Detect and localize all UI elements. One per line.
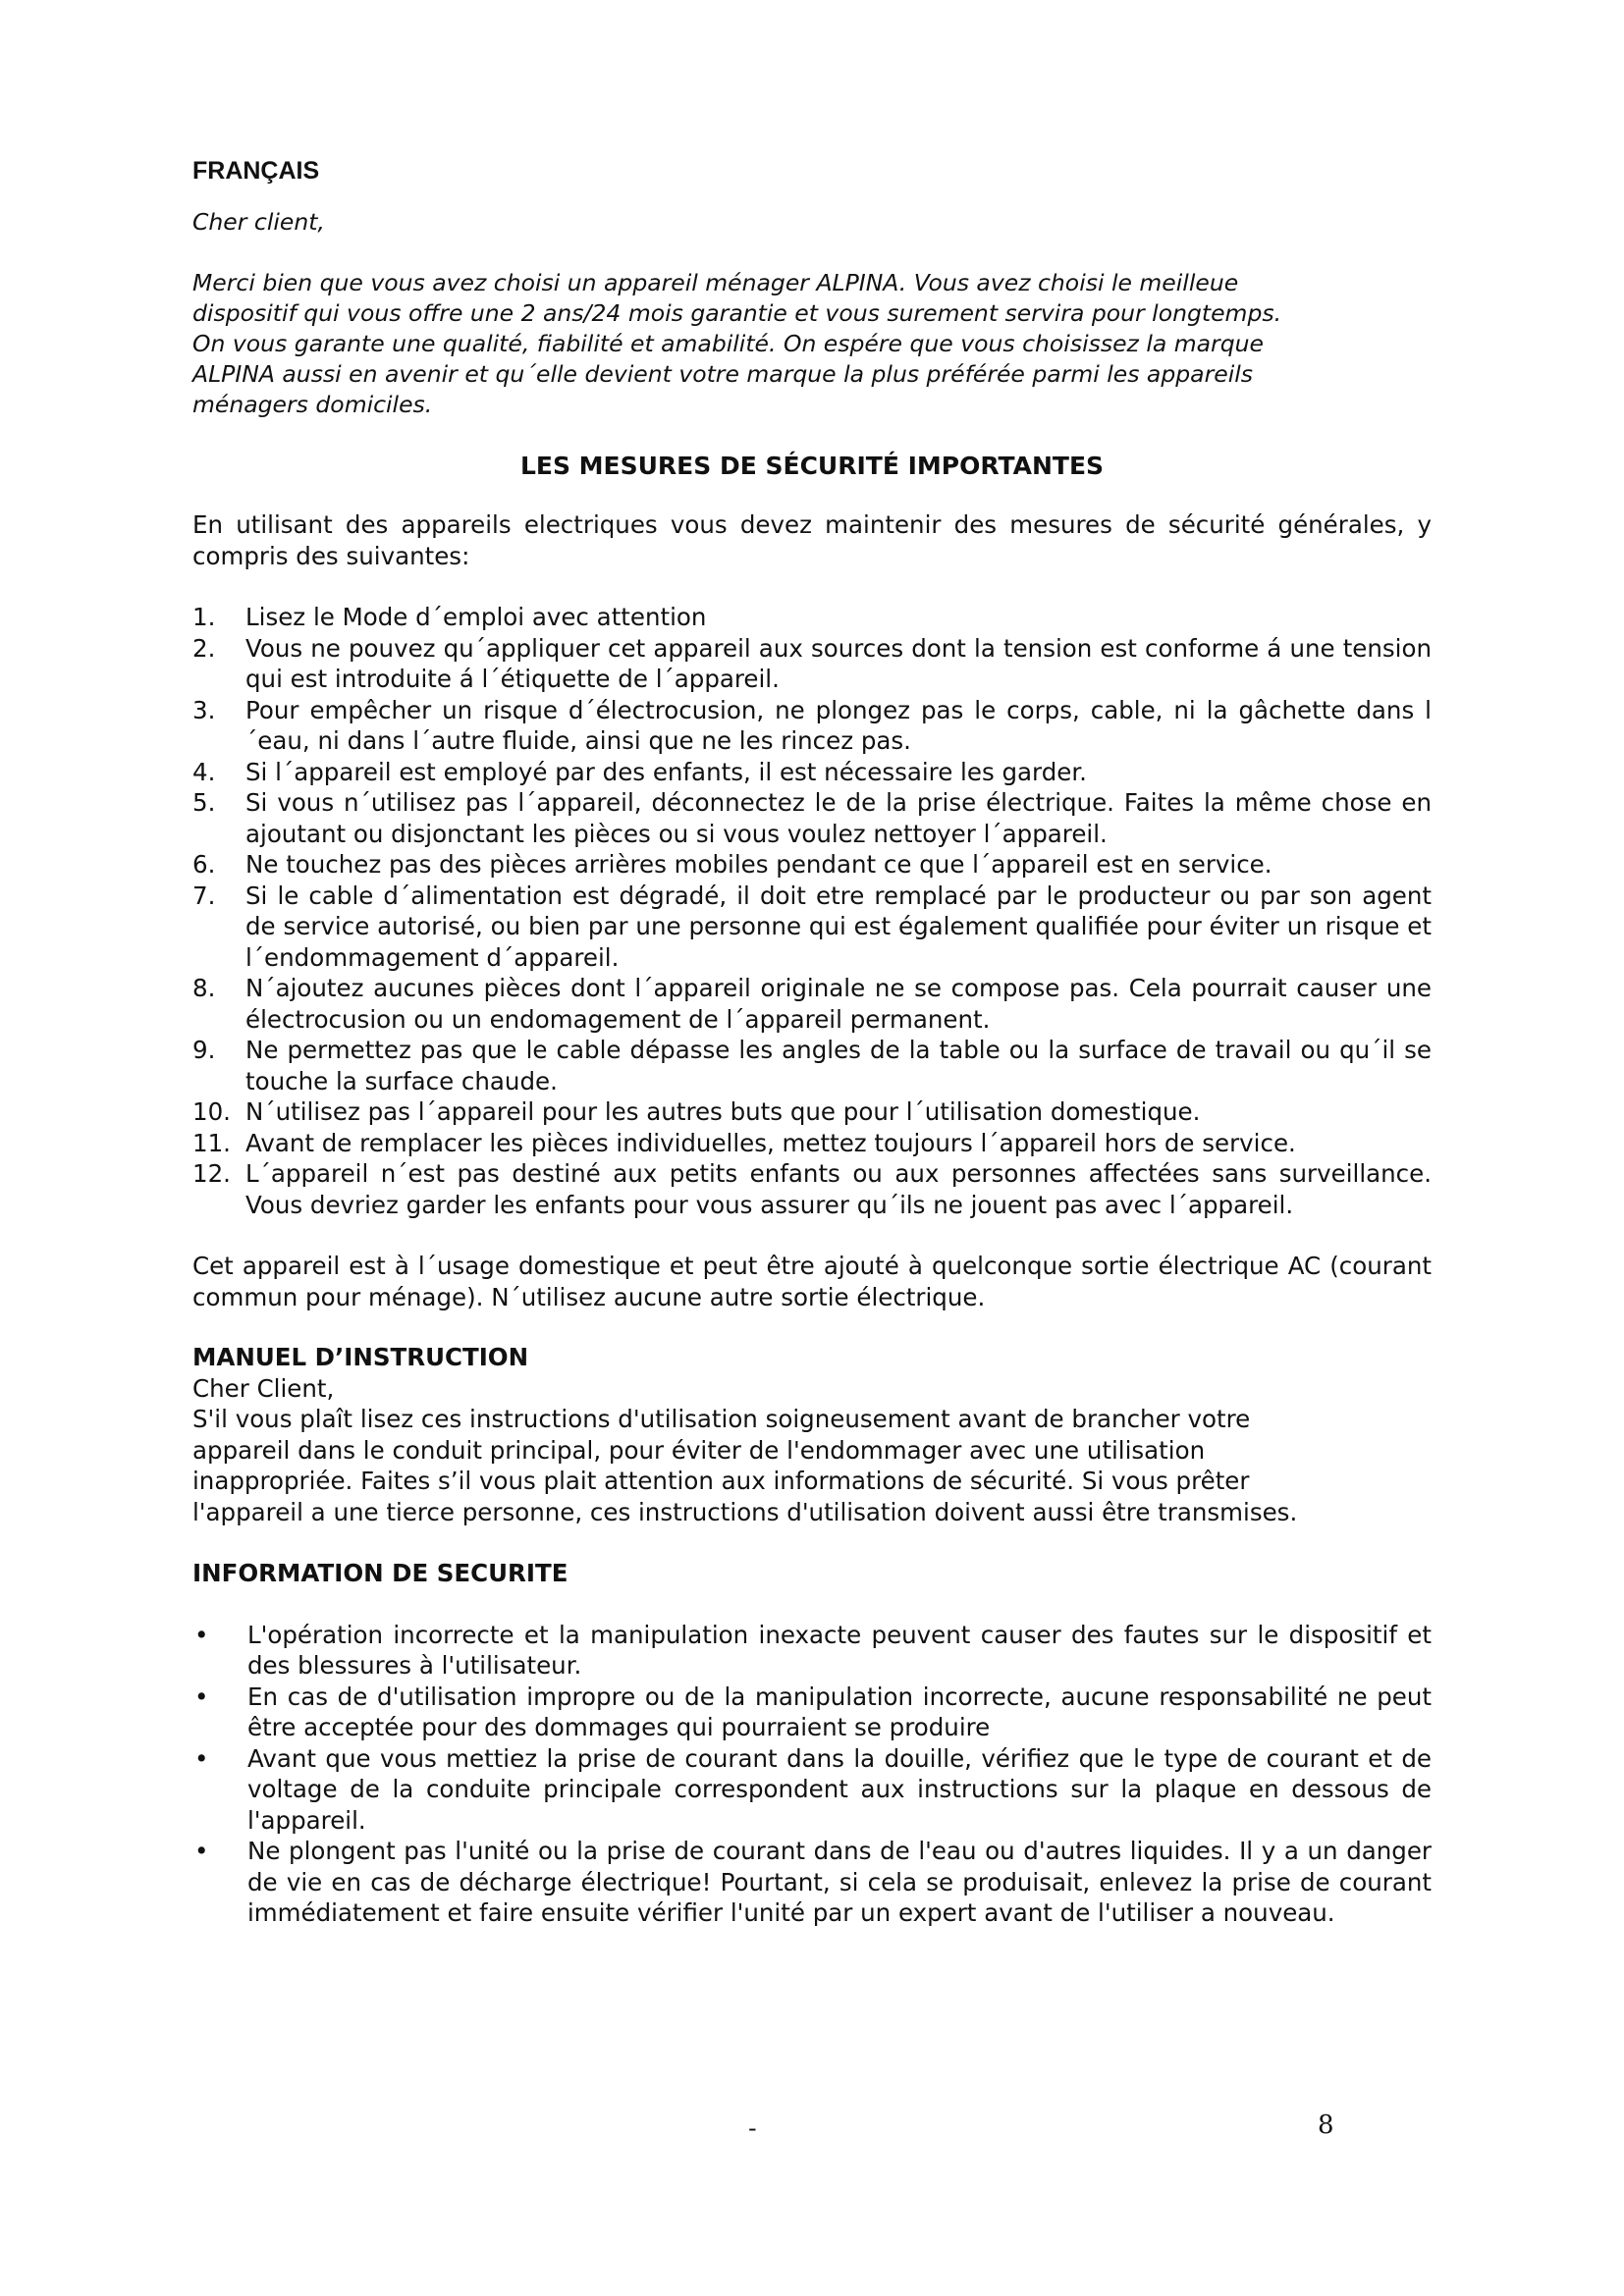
greeting: Cher client, bbox=[192, 208, 325, 236]
language-heading: FRANÇAIS bbox=[192, 157, 320, 185]
rule-text: Pour empêcher un risque d´électrocusion, ne plongez pas le corps, cable, ni la gâchette dans l´eau, ni dans l´autre fluide, ainsi que ne les rincez pas. bbox=[245, 695, 1432, 755]
rule-number: 1. bbox=[192, 603, 216, 631]
manual-greeting: Cher Client, bbox=[192, 1373, 335, 1403]
intro-line: ALPINA aussi en avenir et qu´elle devient votre marque la plus préférée parmi les appareils bbox=[192, 360, 1253, 388]
rule-number: 9. bbox=[192, 1036, 216, 1064]
rule-number: 10. bbox=[192, 1097, 231, 1126]
bullet-text: Ne plongent pas l'unité ou la prise de courant dans de l'eau ou d'autres liquides. Il y a un danger de vie en cas de décharge électrique! Pourtant, si cela se produisait, enlevez la prise de courant immédiatement et faire ensuite vérifier l'unité par un expert avant de l'utiliser a nouveau. bbox=[247, 1837, 1432, 1927]
bullet-text: Avant que vous mettiez la prise de courant dans la douille, vérifiez que le type de courant et de voltage de la conduite principale correspondent aux instructions sur la plaque en dessous de l'appareil. bbox=[247, 1743, 1432, 1835]
list-item bbox=[192, 787, 1432, 849]
rule-number: 11. bbox=[192, 1128, 231, 1157]
rule-number: 2. bbox=[192, 633, 216, 663]
list-item bbox=[192, 757, 1432, 788]
rule-number: 6. bbox=[192, 850, 216, 879]
bullet-icon: • bbox=[194, 1682, 209, 1711]
rule-text: Ne touchez pas des pièces arrières mobiles pendant ce que l´appareil est en service. bbox=[245, 850, 1272, 879]
rule-text: Si le cable d´alimentation est dégradé, il doit etre remplacé par le producteur ou par son agent de service autorisé, ou bien par une personne qui est également qualifiée pour éviter un risque et l´endommagement d´appareil. bbox=[245, 881, 1432, 972]
safety-rules-list bbox=[192, 602, 1432, 1220]
rule-number: 7. bbox=[192, 881, 216, 910]
bullet-icon: • bbox=[194, 1837, 209, 1865]
page-number: 8 bbox=[1318, 2110, 1334, 2140]
rule-number: 5. bbox=[192, 788, 216, 817]
rule-text: N´utilisez pas l´appareil pour les autres buts que pour l´utilisation domestique. bbox=[245, 1097, 1201, 1126]
list-item bbox=[192, 1158, 1432, 1220]
intro-line: dispositif qui vous offre une 2 ans/24 mois garantie et vous surement servira pour longtemps. bbox=[192, 299, 1282, 327]
bullet-icon: • bbox=[194, 1743, 209, 1773]
rule-number: 8. bbox=[192, 974, 216, 1002]
rule-text: N´ajoutez aucunes pièces dont l´appareil originale ne se compose pas. Cela pourrait causer une électrocusion ou un endomagement de l´appareil permanent. bbox=[245, 974, 1432, 1034]
rule-number: 3. bbox=[192, 695, 216, 724]
info-title: INFORMATION DE SECURITE bbox=[192, 1559, 568, 1587]
intro-line: ménagers domiciles. bbox=[192, 391, 433, 418]
manual-line: inappropriée. Faites s’il vous plait attention aux informations de sécurité. Si vous prêter bbox=[192, 1467, 1250, 1495]
bullet-text: L'opération incorrecte et la manipulation inexacte peuvent causer des fautes sur le dispositif et des blessures à l'utilisateur. bbox=[247, 1620, 1432, 1680]
list-item bbox=[192, 1682, 1432, 1743]
rule-number: 12. bbox=[192, 1159, 231, 1188]
list-item bbox=[192, 881, 1432, 974]
list-item bbox=[192, 1128, 1432, 1159]
bullet-text: En cas de d'utilisation impropre ou de la manipulation incorrecte, aucune responsabilité ne peut être acceptée pour des dommages qui pourraient se produire bbox=[247, 1682, 1432, 1741]
list-item bbox=[192, 695, 1432, 757]
list-item bbox=[192, 1035, 1432, 1096]
rule-text: Si vous n´utilisez pas l´appareil, déconnectez le de la prise électrique. Faites la même chose en ajoutant ou disjonctant les pièces ou si vous voulez nettoyer l´appareil. bbox=[245, 788, 1432, 848]
list-item bbox=[192, 633, 1432, 695]
closing-paragraph: Cet appareil est à l´usage domestique et peut être ajouté à quelconque sortie électrique AC (courant commun pour ménage). N´utilisez aucune autre sortie électrique. bbox=[192, 1252, 1432, 1311]
list-item bbox=[192, 849, 1432, 881]
rule-text: Lisez le Mode d´emploi avec attention bbox=[245, 603, 707, 631]
rule-text: Si l´appareil est employé par des enfants, il est nécessaire les garder. bbox=[245, 757, 1087, 786]
rule-text: Ne permettez pas que le cable dépasse les angles de la table ou la surface de travail ou qu´il se touche la surface chaude. bbox=[245, 1036, 1432, 1095]
rule-number: 4. bbox=[192, 757, 216, 786]
list-item bbox=[192, 602, 1432, 633]
manual-body bbox=[192, 1373, 1432, 1528]
bullet-icon: • bbox=[194, 1620, 209, 1649]
intro-line: On vous garante une qualité, fiabilité et amabilité. On espére que vous choisissez la marque bbox=[192, 330, 1264, 357]
list-item bbox=[192, 1620, 1432, 1682]
intro-paragraph bbox=[192, 268, 1432, 420]
list-item bbox=[192, 1096, 1432, 1128]
manual-line: l'appareil a une tierce personne, ces instructions d'utilisation doivent aussi être transmises. bbox=[192, 1497, 1298, 1526]
safety-intro: En utilisant des appareils electriques vous devez maintenir des mesures de sécurité générales, y compris des suivantes: bbox=[192, 510, 1432, 570]
manual-line: appareil dans le conduit principal, pour éviter de l'endommager avec une utilisation bbox=[192, 1435, 1206, 1465]
info-bullet-list bbox=[192, 1620, 1432, 1929]
rule-text: L´appareil n´est pas destiné aux petits enfants ou aux personnes affectées sans surveillance. Vous devriez garder les enfants pour vous assurer qu´ils ne jouent pas avec l´appareil. bbox=[245, 1159, 1432, 1219]
manual-line: S'il vous plaît lisez ces instructions d'utilisation soigneusement avant de brancher votre bbox=[192, 1405, 1251, 1433]
list-item bbox=[192, 1836, 1432, 1929]
safety-title: LES MESURES DE SÉCURITÉ IMPORTANTES bbox=[519, 452, 1105, 480]
footer-dash: - bbox=[748, 2114, 757, 2142]
manual-title: MANUEL D’INSTRUCTION bbox=[192, 1343, 529, 1371]
list-item bbox=[192, 1743, 1432, 1837]
rule-text: Avant de remplacer les pièces individuelles, mettez toujours l´appareil hors de service. bbox=[245, 1128, 1296, 1157]
list-item bbox=[192, 973, 1432, 1035]
page-content bbox=[192, 157, 1432, 1929]
intro-line: Merci bien que vous avez choisi un appareil ménager ALPINA. Vous avez choisi le meilleue bbox=[192, 269, 1239, 296]
rule-text: Vous ne pouvez qu´appliquer cet appareil aux sources dont la tension est conforme á une tension qui est introduite á l´étiquette de l´appareil. bbox=[245, 633, 1432, 693]
